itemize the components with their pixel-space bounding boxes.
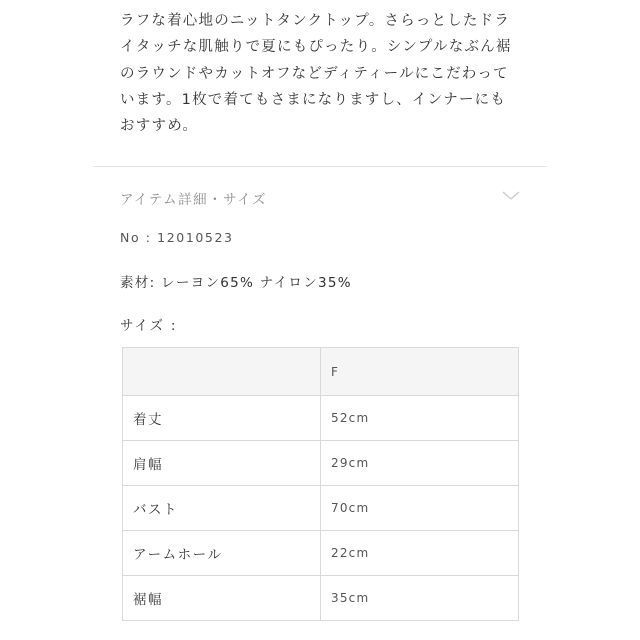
table-row xyxy=(123,396,519,441)
table-row xyxy=(123,531,519,576)
size-row-value: 70cm xyxy=(321,486,519,531)
size-table xyxy=(122,347,519,621)
size-row-label: 肩幅 xyxy=(123,441,321,486)
table-row xyxy=(123,441,519,486)
size-row-label: バスト xyxy=(123,486,321,531)
size-row-label: 裾幅 xyxy=(123,576,321,621)
size-table-header-row xyxy=(123,348,519,396)
size-table-header-cell: F xyxy=(321,348,519,396)
material-info: 素材: レーヨン65% ナイロン35% xyxy=(120,275,352,291)
chevron-down-icon[interactable] xyxy=(502,188,520,202)
section-divider xyxy=(93,166,547,167)
size-row-value: 52cm xyxy=(321,396,519,441)
size-row-label: 着丈 xyxy=(123,396,321,441)
size-table-header-cell xyxy=(123,348,321,396)
product-description: ラフな着心地のニットタンクトップ。さらっとしたドライタッチな肌触りで夏にもぴったり。シンプルなぶん裾のラウンドやカットオフなどディティールにこだわっています。1枚で着てもさまになりますし、インナーにもおすすめ。 xyxy=(120,13,512,135)
table-row xyxy=(123,486,519,531)
table-row xyxy=(123,576,519,621)
item-details-accordion[interactable] xyxy=(120,186,522,210)
size-row-value: 22cm xyxy=(321,531,519,576)
size-row-label: アームホール xyxy=(123,531,321,576)
item-number: No : 12010523 xyxy=(120,230,234,245)
item-details-title: アイテム詳細・サイズ xyxy=(120,192,268,208)
size-row-value: 35cm xyxy=(321,576,519,621)
size-row-value: 29cm xyxy=(321,441,519,486)
size-label: サイズ : xyxy=(120,318,178,334)
